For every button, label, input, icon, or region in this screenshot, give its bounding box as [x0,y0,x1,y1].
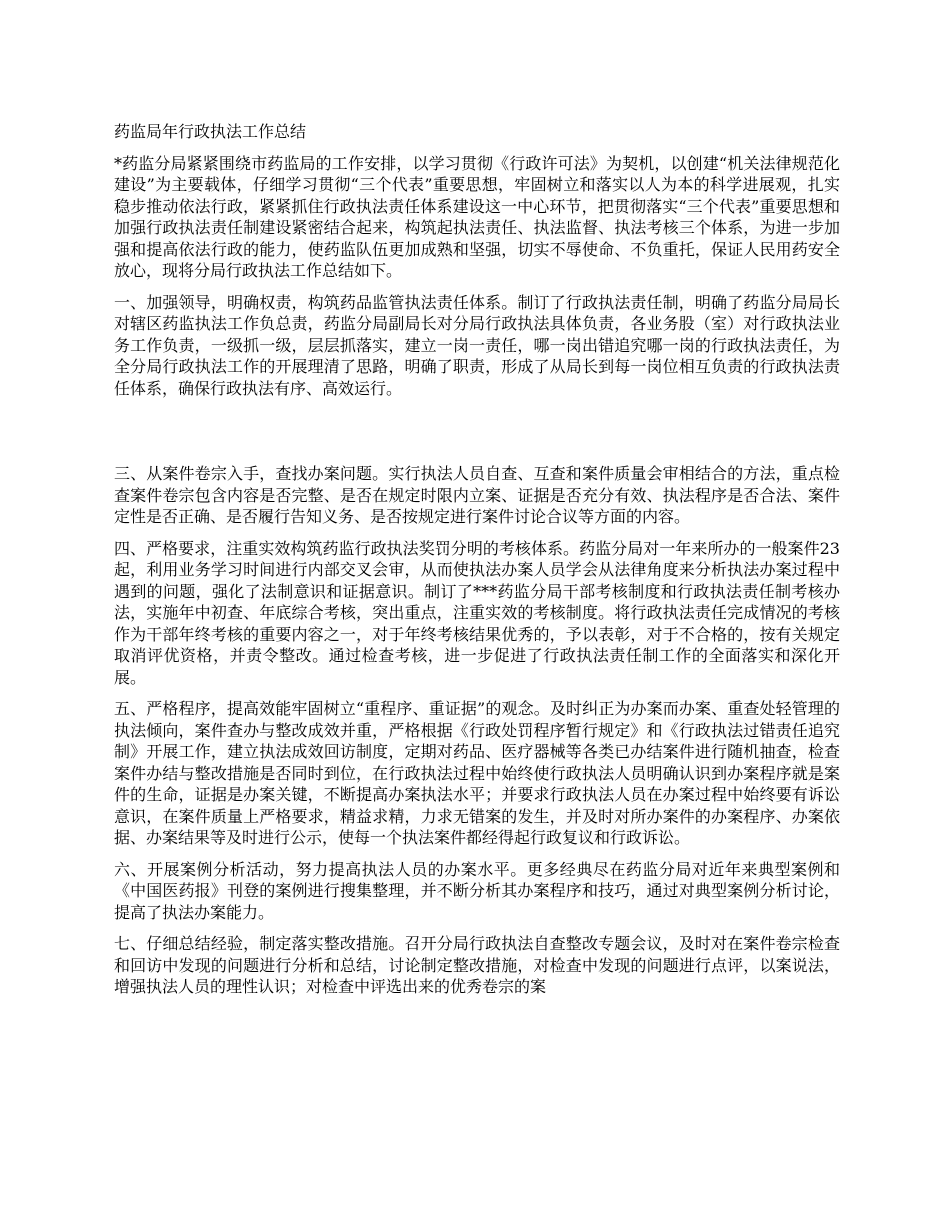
document-title: 药监局年行政执法工作总结 [114,122,307,141]
intro-paragraph: *药监分局紧紧围绕市药监局的工作安排，以学习贯彻《行政许可法》为契机，以创建“机关法律规范化建设”为主要载体，仔细学习贯彻“三个代表”重要思想，牢固树立和落实以人为本的科学进展观，扎实稳步推动依法行政，紧紧抓住行政执法责任体系建设这一中心环节，把贯彻落实“三个代表”重要思想和加强行政执法责任制建设紧密结合起来，构筑起执法责任、执法监督、执法考核三个体系，为进一步加强和提高依法行政的能力，使药监队伍更加成熟和坚强，切实不辱使命、不负重托，保证人民用药安全放心，现将分局行政执法工作总结如下。 [114,153,840,280]
section-1-paragraph: 一、加强领导，明确权责，构筑药品监管执法责任体系。制订了行政执法责任制，明确了药监分局局长对辖区药监执法工作负总责，药监分局副局长对分局行政执法具体负责，各业务股（室）对行政执法业务工作负责，一级抓一级，层层抓落实，建立一岗一责任，哪一岗出错追究哪一岗的行政执法责任，为全分局行政执法工作的开展理清了思路，明确了职责，形成了从局长到每一岗位相互负责的行政执法责任体系，确保行政执法有序、高效运行。 [114,292,840,398]
section-4-paragraph: 四、严格要求，注重实效构筑药监行政执法奖罚分明的考核体系。药监分局对一年来所办的一般案件23起，利用业务学习时间进行内部交叉会审，从而使执法办案人员学会从法律角度来分析执法办案过程中遇到的问题，强化了法制意识和证据意识。制订了***药监分局干部考核制度和行政执法责任制考核办法，实施年中初查、年底综合考核，突出重点，注重实效的考核制度。将行政执法责任完成情况的考核作为干部年终考核的重要内容之一，对于年终考核结果优秀的，予以表彰，对于不合格的，按有关规定取消评优资格，并责令整改。通过检查考核，进一步促进了行政执法责任制工作的全面落实和深化开展。 [114,538,840,687]
document-body [114,121,840,1008]
section-7-paragraph: 七、仔细总结经验，制定落实整改措施。召开分局行政执法自查整改专题会议，及时对在案件卷宗检查和回访中发现的问题进行分析和总结，讨论制定整改措施，对检查中发现的问题进行点评，以案说法，增强执法人员的理性认识；对检查中评选出来的优秀卷宗的案 [114,934,840,996]
section-5-paragraph: 五、严格程序，提高效能牢固树立“重程序、重证据”的观念。及时纠正为办案而办案、重查处轻管理的执法倾向，案件查办与整改成效并重，严格根据《行政处罚程序暂行规定》和《行政执法过错责任追究制》开展工作，建立执法成效回访制度，定期对药品、医疗器械等各类已办结案件进行随机抽查，检查案件办结与整改措施是否同时到位，在行政执法过程中始终使行政执法人员明确认识到办案程序就是案件的生命，证据是办案关键，不断提高办案执法水平；并要求行政执法人员在办案过程中始终要有诉讼意识，在案件质量上严格要求，精益求精，力求无错案的发生，并及时对所办案件的办案程序、办案依据、办案结果等及时进行公示，使每一个执法案件都经得起行政复议和行政诉讼。 [114,699,840,847]
blank-gap [114,409,840,463]
section-3-paragraph: 三、从案件卷宗入手，查找办案问题。实行执法人员自查、互查和案件质量会审相结合的方法，重点检查案件卷宗包含内容是否完整、是否在规定时限内立案、证据是否充分有效、执法程序是否合法、案件定性是否正确、是否履行告知义务、是否按规定进行案件讨论合议等方面的内容。 [114,464,840,526]
section-6-paragraph: 六、开展案例分析活动，努力提高执法人员的办案水平。更多经典尽在药监分局对近年来典型案例和《中国医药报》刊登的案例进行搜集整理，并不断分析其办案程序和技巧，通过对典型案例分析讨论，提高了执法办案能力。 [114,859,840,922]
